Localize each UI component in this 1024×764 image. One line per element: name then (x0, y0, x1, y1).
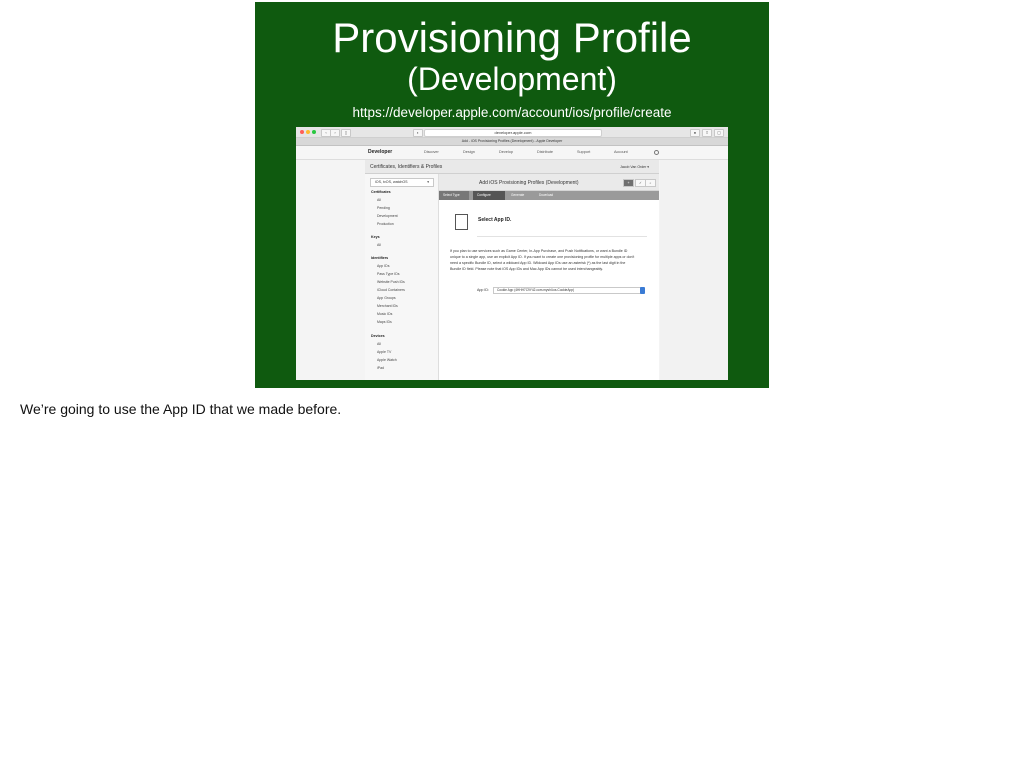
sidebar-item-devices-all[interactable]: All (377, 342, 381, 346)
sidebar-section-identifiers: Identifiers (371, 256, 389, 260)
close-window-icon[interactable] (300, 130, 304, 134)
browser-toolbar (296, 127, 728, 138)
step-configure: Configure (473, 191, 505, 200)
divider (477, 236, 647, 237)
sidebar-item-apple-tv[interactable]: Apple TV (377, 350, 392, 354)
sidebar-item-pending[interactable]: Pending (377, 206, 390, 210)
nav-support[interactable]: Support (577, 150, 591, 154)
wizard-steps (439, 191, 659, 200)
forward-button[interactable]: › (330, 129, 340, 137)
sidebar-section-devices: Devices (371, 334, 385, 338)
step-generate: Generate (507, 191, 541, 200)
sidebar-toggle-icon[interactable]: ▯ (341, 129, 351, 137)
select-arrow-icon[interactable] (640, 287, 645, 294)
sidebar-item-development[interactable]: Development (377, 214, 398, 218)
developer-nav (296, 146, 728, 160)
nav-discover[interactable]: Discover (424, 150, 439, 154)
document-icon (455, 214, 468, 230)
sidebar-item-keys-all[interactable]: All (377, 243, 381, 247)
section-title: Certificates, Identifiers & Profiles (370, 164, 443, 170)
step-download: Download (535, 191, 569, 200)
sidebar (365, 174, 439, 380)
address-bar[interactable]: developer.apple.com (424, 129, 602, 137)
sidebar-item-maps-ids[interactable]: Maps IDs (377, 320, 392, 324)
sidebar-item-merchant-ids[interactable]: Merchant IDs (377, 304, 398, 308)
sidebar-item-certificates-all[interactable]: All (377, 198, 381, 202)
speaker-note: We’re going to use the App ID that we made before. (20, 401, 342, 417)
privacy-icon[interactable]: ◐ (413, 129, 423, 137)
sidebar-item-app-ids[interactable]: App IDs (377, 264, 390, 268)
main-header (439, 174, 659, 191)
sidebar-item-production[interactable]: Production (377, 222, 394, 226)
page-background-right (660, 160, 728, 380)
sidebar-item-website-push-ids[interactable]: Website Push IDs (377, 280, 405, 284)
add-button[interactable]: + (623, 179, 634, 187)
sidebar-section-certificates: Certificates (371, 190, 391, 194)
developer-logo[interactable]: Developer (368, 149, 393, 155)
user-menu[interactable]: Jacob Van Order ▾ (620, 165, 649, 169)
platform-dropdown[interactable]: iOS, tvOS, watchOS ▾ (370, 178, 434, 187)
app-id-label: App ID: (477, 288, 489, 292)
sidebar-item-music-ids[interactable]: Music IDs (377, 312, 393, 316)
slide-title: Provisioning Profile (332, 14, 692, 61)
chevron-down-icon: ▾ (427, 180, 429, 184)
step-select-type: Select Type (439, 191, 469, 200)
embedded-screenshot (296, 127, 728, 380)
sidebar-item-apple-watch[interactable]: Apple Watch (377, 358, 397, 362)
browser-tab[interactable]: Add - iOS Provisioning Profiles (Development) - Apple Developer (296, 138, 728, 146)
nav-develop[interactable]: Develop (499, 150, 513, 154)
tabs-icon[interactable]: ▢ (714, 129, 724, 137)
slide-subtitle: (Development) (407, 61, 617, 97)
section-header (365, 160, 659, 174)
edit-icon[interactable]: ✓ (635, 179, 646, 187)
sidebar-item-app-groups[interactable]: App Groups (377, 296, 396, 300)
nav-distribute[interactable]: Distribute (537, 150, 554, 154)
sidebar-section-keys: Keys (371, 235, 380, 239)
search-icon[interactable]: ⌕ (645, 179, 656, 187)
sidebar-item-ipad[interactable]: iPad (377, 366, 385, 370)
slide (255, 2, 769, 388)
app-id-select[interactable]: Cookie App (4HHH7C9Y42.com.myshl.ios.CookieApp) (493, 287, 641, 294)
slide-url: https://developer.apple.com/account/ios/profile/create (352, 105, 672, 120)
nav-account[interactable]: Account (614, 150, 628, 154)
nav-design[interactable]: Design (463, 150, 475, 154)
sidebar-item-icloud-containers[interactable]: iCloud Containers (377, 288, 405, 292)
main-panel (439, 174, 659, 380)
back-button[interactable]: ‹ (321, 129, 331, 137)
download-icon[interactable]: ● (690, 129, 700, 137)
share-icon[interactable]: ⇧ (702, 129, 712, 137)
search-icon[interactable] (654, 150, 659, 155)
instructions-text: If you plan to use services such as Game Center, In-App Purchase, and Push Notifications, or want a Bundle ID unique to a single app, use an explicit App ID. If you want to create one provisioning profile for multiple apps or don't need a specific Bundle ID, select a wildcard App ID. Wildcard App IDs use an asterisk (*) as the last digit in the Bundle ID field. Please note that iOS App IDs and Mac App IDs cannot be used interchangeably. (450, 249, 635, 272)
sidebar-item-pass-type-ids[interactable]: Pass Type IDs (377, 272, 400, 276)
minimize-window-icon[interactable] (306, 130, 310, 134)
select-app-id-title: Select App ID. (478, 217, 512, 223)
main-title: Add iOS Provisioning Profiles (Development) (479, 180, 579, 186)
zoom-window-icon[interactable] (312, 130, 316, 134)
